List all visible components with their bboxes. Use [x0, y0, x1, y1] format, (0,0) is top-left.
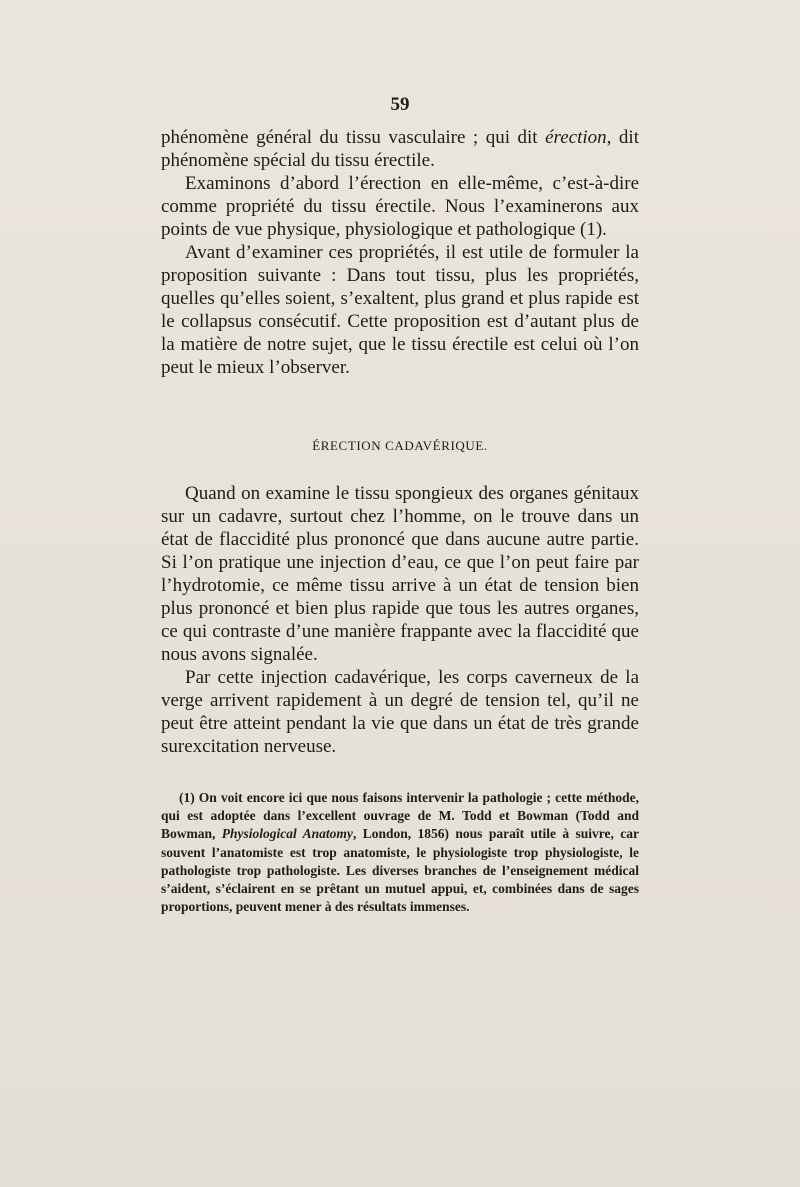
footnote-text-end: , London, 1856) nous paraît utile à suivre, car souvent l’anatomiste est trop anatomiste, le physiologiste trop physiologiste, le pathologiste trop pathologiste. Les diverses branches de l’enseignement médical s’aident, s’éclairent en se prêtant un mutuel appui, et, combinées dans de sages proportions, peuvent mener à des résultats immenses.	[161, 826, 639, 915]
paragraph: Examinons d’abord l’érection en elle-même, c’est-à-dire comme propriété du tissu érectile. Nous l’examinerons aux points de vue physique, physiologique et pathologique (1).	[161, 173, 639, 240]
section-heading: ÉRECTION CADAVÉRIQUE.	[312, 438, 488, 453]
main-text	[161, 126, 639, 379]
paragraph	[161, 126, 639, 172]
paragraph: Avant d’examiner ces propriétés, il est utile de formuler la proposition suivante : Dans tout tissu, plus les propriétés, quelles qu’elles soient, s’exaltent, plus grand et plus rapide est le collapsus consécutif. Cette proposition est d’autant plus de la matière de notre sujet, que le tissu érectile est celui où l’on peut le mieux l’observer.	[161, 242, 639, 378]
footnote-text	[161, 789, 639, 916]
paragraph-text: , dit phénomène spécial du tissu érectile.	[161, 127, 639, 171]
paragraph: Quand on examine le tissu spongieux des organes génitaux sur un cadavre, surtout chez l’homme, on le trouve dans un état de flaccidité plus prononcé que dans aucune autre partie. Si l’on pratique une injection d’eau, ce que l’on peut faire par l’hydrotomie, ce même tissu arrive à un état de tension bien plus prononcé et bien plus rapide que tous les autres organes, ce qui contraste d’une manière frappante avec la flaccidité que nous avons signalée.	[161, 483, 639, 665]
section-text	[161, 482, 639, 758]
footnote-text-start: (1) On voit encore ici que nous faisons intervenir la pathologie ; cette méthode, qui est adoptée dans l’excellent ouvrage de M. Todd et Bowman (Todd and Bowman,	[161, 790, 639, 842]
footnote	[161, 789, 639, 916]
emphasized-term: érection	[545, 127, 607, 148]
paragraph-text: phénomène général du tissu vasculaire ; qui dit	[161, 127, 546, 148]
page-number: 59	[390, 94, 410, 115]
footnote-book-title: Physiological Anatomy	[221, 826, 353, 842]
paragraph: Par cette injection cadavérique, les corps caverneux de la verge arrivent rapidement à un degré de tension tel, qu’il ne peut être atteint pendant la vie que dans un état de très grande surexcitation nerveuse.	[161, 667, 639, 757]
